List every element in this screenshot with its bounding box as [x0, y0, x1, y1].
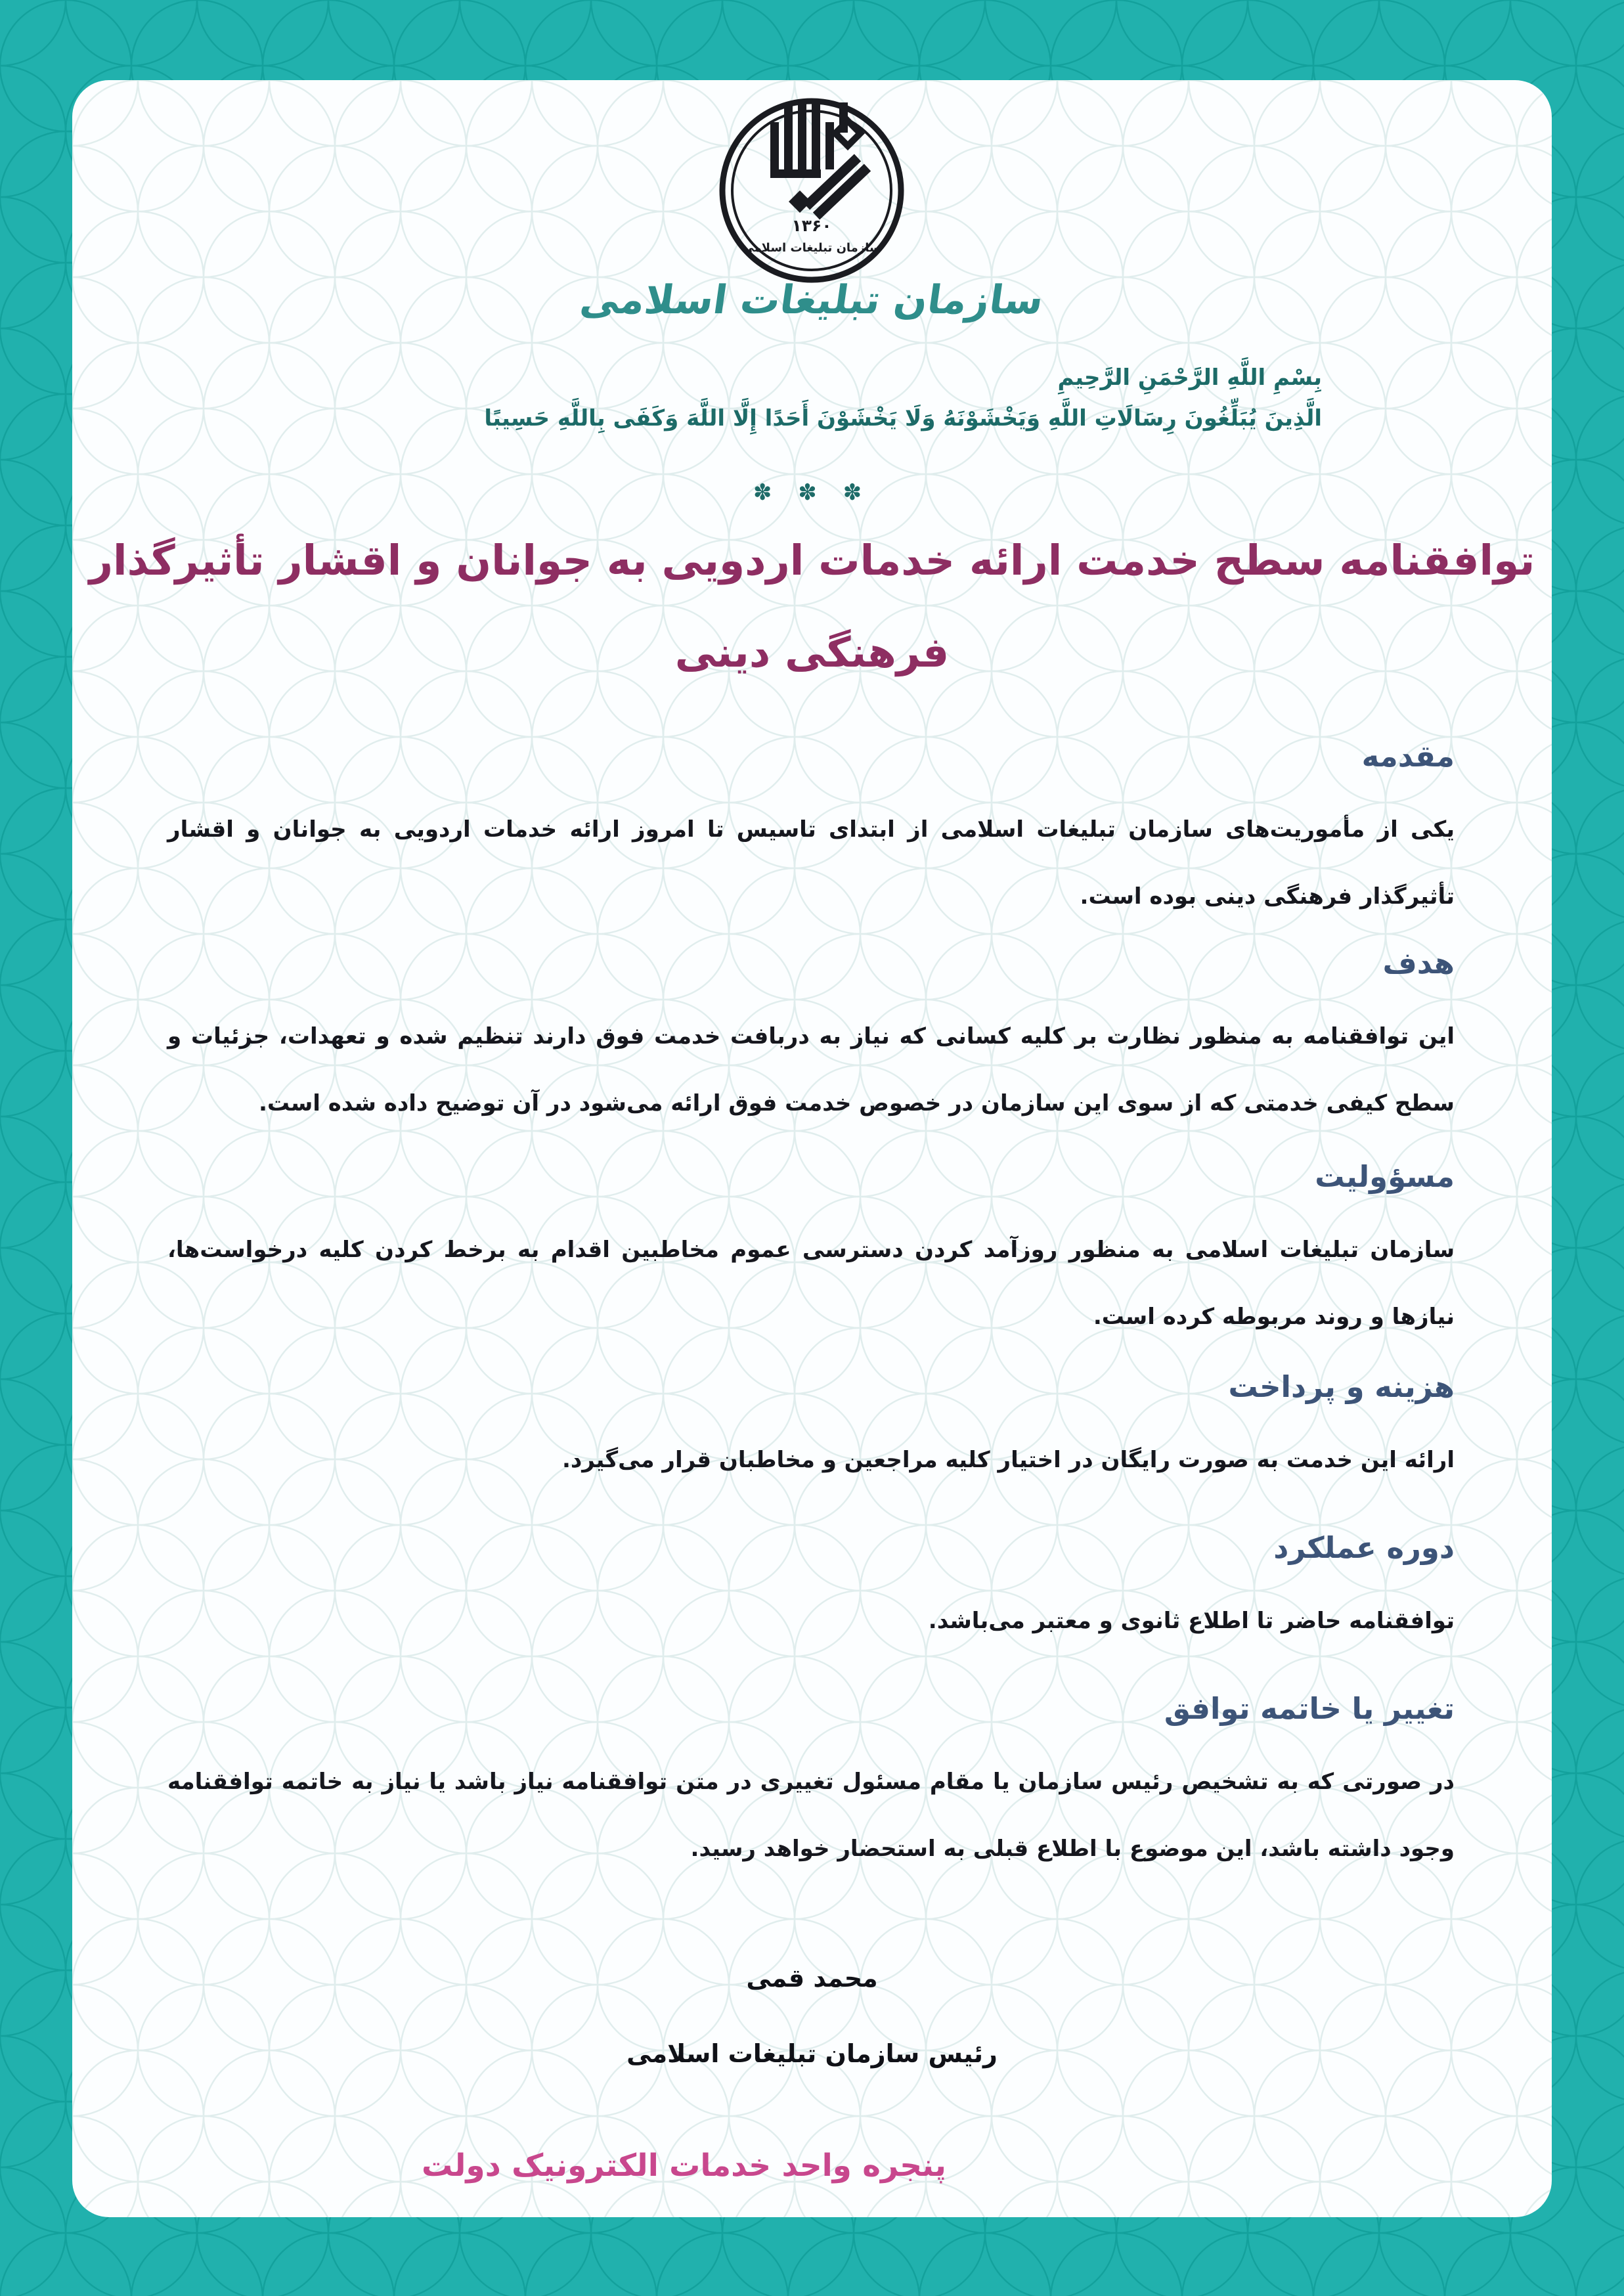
section-introduction — [167, 737, 1455, 930]
section-cost-payment — [167, 1367, 1455, 1493]
document-title — [72, 515, 1552, 699]
quran-verse-text: الَّذِينَ يُبَلِّغُونَ رِسَالَاتِ اللَّهِ وَيَخْشَوْنَهُ وَلَا يَخْشَوْنَ أَحَدًا إِلَّا اللَّهَ وَكَفَى بِاللَّهِ حَسِيبًا — [484, 405, 1322, 431]
section-heading: هزینه و پرداخت — [1228, 1369, 1455, 1404]
footer-label: پنجره واحد خدمات الکترونیک دولت — [422, 2148, 946, 2184]
signatory-role: رئیس سازمان تبلیغات اسلامی — [626, 2039, 998, 2068]
organization-seal-logo — [713, 92, 910, 289]
section-change-termination — [167, 1689, 1455, 1882]
section-responsibility — [167, 1157, 1455, 1350]
section-body: سازمان تبلیغات اسلامی به منظور روزآمد کردن دسترسی عموم مخاطبین اقدام به برخط کردن کلیه درخواست‌ها، نیازها و روند مربوطه کرده است. — [167, 1237, 1455, 1330]
section-body: یکی از مأموریت‌های سازمان تبلیغات اسلامی از ابتدای تاسیس تا امروز ارائه خدمات اردویی به جوانان و اقشار تأثیرگذار فرهنگی دینی بوده است. — [167, 816, 1455, 910]
content-card — [72, 80, 1552, 2217]
section-goal — [167, 944, 1455, 1137]
section-heading: هدف — [1382, 946, 1455, 981]
section-heading: دوره عملکرد — [1273, 1530, 1455, 1565]
section-heading: تغییر یا خاتمه توافق — [1164, 1691, 1455, 1726]
section-body: ارائه این خدمت به صورت رایگان در اختیار کلیه مراجعین و مخاطبان قرار می‌گیرد. — [561, 1447, 1455, 1473]
emblem-caption: سازمان تبلیغات اسلامی — [742, 241, 881, 255]
kufic-allah-mark — [770, 102, 867, 216]
emblem-year: ۱۳۶۰ — [791, 216, 832, 235]
logo-wordmark: سازمان تبلیغات اسلامی — [577, 277, 1047, 323]
section-heading: مقدمه — [1361, 739, 1455, 774]
quran-verse-block — [484, 357, 1322, 439]
ornament-asterisks: ✽ ✽ ✽ — [753, 479, 871, 506]
signatory-name: محمد قمی — [746, 1964, 878, 1993]
section-performance-period — [167, 1528, 1455, 1654]
section-body: توافقنامه حاضر تا اطلاع ثانوی و معتبر می‌باشد. — [928, 1608, 1455, 1634]
section-body: این توافقنامه به منظور نظارت بر کلیه کسانی که نیاز به دربافت خدمت فوق دارند تنظیم شده و تعهدات، جزئیات و سطح کیفی خدمتی که از سوی این سازمان در خصوص خدمت فوق ارائه می‌شود در آن توضیح داده شده است. — [167, 1023, 1455, 1116]
section-body: در صورتی که به تشخیص رئیس سازمان یا مقام مسئول تغییری در متن توافقنامه نیاز باشد یا نیاز به خاتمه توافقنامه وجود داشته باشد، این موضوع با اطلاع قبلی به استحضار خواهد رسید. — [167, 1769, 1455, 1862]
document-title-line1: توافقنامه سطح خدمت ارائه خدمات اردویی به جوانان و اقشار تأثیرگذار — [89, 537, 1535, 585]
document-title-line2: فرهنگی دینی — [674, 629, 950, 676]
section-heading: مسؤولیت — [1315, 1159, 1455, 1194]
basmala-text: بِسْمِ اللَّهِ الرَّحْمَنِ الرَّحِيمِ — [1057, 364, 1322, 391]
